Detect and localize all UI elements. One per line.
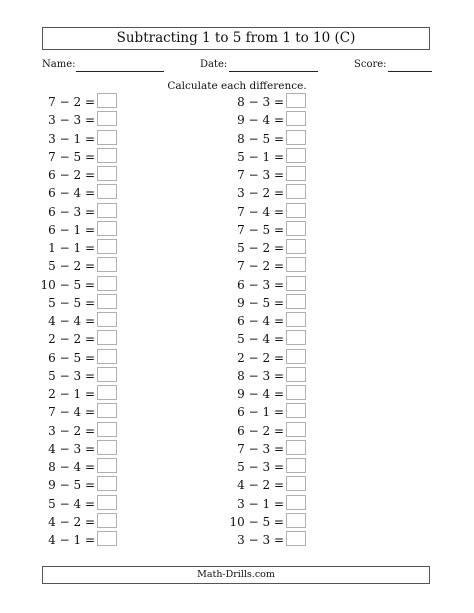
problem-expression: 4 − 1 = bbox=[48, 533, 95, 547]
problem-expression: 4 − 3 = bbox=[48, 441, 95, 456]
answer-box[interactable] bbox=[97, 495, 117, 510]
problem-item bbox=[216, 111, 306, 129]
answer-box[interactable] bbox=[97, 276, 117, 291]
problem-expression: 6 − 3 = bbox=[48, 204, 95, 219]
problem-item bbox=[27, 330, 117, 348]
problem-item bbox=[216, 495, 306, 513]
problem-item bbox=[216, 221, 306, 239]
problem-item bbox=[216, 403, 306, 421]
problem-item bbox=[216, 130, 306, 148]
problem-expression: 6 − 4 = bbox=[237, 314, 284, 328]
problem-expression: 5 − 2 = bbox=[48, 259, 95, 274]
problem-expression: 4 − 2 = bbox=[237, 478, 284, 493]
problem-expression: 4 − 2 = bbox=[48, 514, 95, 529]
problem-expression: 6 − 1 = bbox=[48, 222, 95, 237]
problem-expression: 2 − 2 = bbox=[237, 350, 284, 365]
answer-box[interactable] bbox=[286, 130, 306, 145]
problem-item bbox=[27, 513, 117, 531]
problem-item bbox=[216, 440, 306, 458]
problem-item bbox=[216, 184, 306, 202]
problem-item bbox=[27, 93, 117, 111]
answer-box[interactable] bbox=[286, 312, 306, 327]
answer-box[interactable] bbox=[97, 148, 117, 163]
problem-item bbox=[27, 257, 117, 275]
problem-expression: 9 − 5 = bbox=[237, 295, 284, 310]
problem-expression: 3 − 3 = bbox=[48, 113, 95, 128]
answer-box[interactable] bbox=[286, 184, 306, 199]
problem-item bbox=[27, 385, 117, 403]
answer-box[interactable] bbox=[286, 93, 306, 108]
problem-item bbox=[216, 367, 306, 385]
instructions: Calculate each difference. bbox=[167, 80, 307, 92]
answer-box[interactable] bbox=[97, 440, 117, 455]
problem-expression: 8 − 5 = bbox=[237, 131, 284, 146]
problem-expression: 8 − 3 = bbox=[237, 368, 284, 383]
problem-item bbox=[27, 276, 117, 294]
problem-item bbox=[216, 458, 306, 476]
problem-expression: 2 − 1 = bbox=[48, 387, 95, 401]
problem-item bbox=[216, 385, 306, 403]
answer-box[interactable] bbox=[97, 203, 117, 218]
answer-box[interactable] bbox=[286, 203, 306, 218]
problem-item bbox=[27, 130, 117, 148]
problem-item bbox=[27, 367, 117, 385]
problem-item bbox=[27, 476, 117, 494]
answer-box[interactable] bbox=[286, 239, 306, 254]
problem-item bbox=[27, 221, 117, 239]
problem-item bbox=[216, 513, 306, 531]
problem-expression: 8 − 3 = bbox=[237, 95, 284, 109]
answer-box[interactable] bbox=[286, 221, 306, 236]
answer-box[interactable] bbox=[286, 111, 306, 126]
problem-expression: 6 − 4 = bbox=[48, 186, 95, 201]
problem-expression: 5 − 1 = bbox=[237, 149, 284, 164]
problem-expression: 3 − 3 = bbox=[237, 533, 284, 547]
problem-expression: 9 − 4 = bbox=[237, 113, 284, 128]
problem-expression: 7 − 4 = bbox=[237, 204, 284, 219]
problem-expression: 5 − 3 = bbox=[48, 368, 95, 383]
name-line[interactable] bbox=[76, 71, 164, 72]
problem-expression: 5 − 3 = bbox=[237, 460, 284, 474]
problem-item bbox=[27, 166, 117, 184]
problem-item bbox=[216, 203, 306, 221]
problem-expression: 7 − 3 = bbox=[237, 441, 284, 456]
answer-box[interactable] bbox=[97, 349, 117, 364]
answer-box[interactable] bbox=[97, 294, 117, 309]
problem-expression: 6 − 1 = bbox=[237, 405, 284, 420]
problem-expression: 5 − 5 = bbox=[48, 295, 95, 310]
answer-box[interactable] bbox=[97, 166, 117, 181]
problem-expression: 6 − 2 = bbox=[237, 423, 284, 438]
problem-expression: 1 − 1 = bbox=[48, 241, 95, 255]
problem-expression: 9 − 5 = bbox=[48, 478, 95, 493]
date-label: Date: bbox=[200, 59, 228, 70]
problem-expression: 7 − 3 = bbox=[237, 168, 284, 182]
problem-item bbox=[27, 148, 117, 166]
student-info-row bbox=[0, 57, 474, 75]
problem-item bbox=[27, 495, 117, 513]
answer-box[interactable] bbox=[286, 148, 306, 163]
problem-expression: 3 − 2 = bbox=[237, 186, 284, 201]
problem-item bbox=[27, 440, 117, 458]
problem-item bbox=[216, 93, 306, 111]
problem-expression: 3 − 1 = bbox=[237, 496, 284, 511]
problem-item bbox=[27, 184, 117, 202]
answer-box[interactable] bbox=[97, 367, 117, 382]
problem-item bbox=[216, 330, 306, 348]
problem-expression: 7 − 4 = bbox=[48, 405, 95, 420]
problem-item bbox=[27, 422, 117, 440]
problem-item bbox=[216, 312, 306, 330]
problem-item bbox=[216, 294, 306, 312]
problem-expression: 6 − 5 = bbox=[48, 350, 95, 365]
answer-box[interactable] bbox=[286, 476, 306, 491]
problem-expression: 6 − 2 = bbox=[48, 168, 95, 182]
problem-expression: 4 − 4 = bbox=[48, 314, 95, 328]
answer-box[interactable] bbox=[286, 403, 306, 418]
date-line[interactable] bbox=[229, 71, 318, 72]
answer-box[interactable] bbox=[286, 495, 306, 510]
problem-item bbox=[27, 239, 117, 257]
answer-box[interactable] bbox=[97, 239, 117, 254]
problem-expression: 8 − 4 = bbox=[48, 460, 95, 474]
problem-item bbox=[216, 166, 306, 184]
problem-item bbox=[216, 257, 306, 275]
problem-expression: 9 − 4 = bbox=[237, 387, 284, 401]
answer-box[interactable] bbox=[97, 476, 117, 491]
problem-item bbox=[216, 239, 306, 257]
score-line[interactable] bbox=[388, 71, 432, 72]
problem-expression: 7 − 5 = bbox=[237, 222, 284, 237]
problem-expression: 7 − 5 = bbox=[48, 149, 95, 164]
answer-box[interactable] bbox=[97, 513, 117, 528]
problem-item bbox=[216, 349, 306, 367]
problem-expression: 5 − 2 = bbox=[237, 241, 284, 255]
worksheet-title: Subtracting 1 to 5 from 1 to 10 (C) bbox=[42, 27, 430, 50]
problem-expression: 3 − 1 = bbox=[48, 131, 95, 146]
problem-expression: 3 − 2 = bbox=[48, 423, 95, 438]
problem-item bbox=[216, 476, 306, 494]
problem-item bbox=[27, 403, 117, 421]
answer-box[interactable] bbox=[97, 184, 117, 199]
problem-expression: 6 − 3 = bbox=[237, 277, 284, 292]
answer-box[interactable] bbox=[286, 440, 306, 455]
answer-box[interactable] bbox=[286, 458, 306, 473]
answer-box[interactable] bbox=[97, 221, 117, 236]
problem-expression: 10 − 5 = bbox=[40, 277, 95, 292]
answer-box[interactable] bbox=[286, 294, 306, 309]
footer: Math-Drills.com bbox=[42, 566, 430, 584]
problem-item bbox=[27, 458, 117, 476]
name-label: Name: bbox=[42, 59, 76, 70]
answer-box[interactable] bbox=[97, 130, 117, 145]
answer-box[interactable] bbox=[97, 403, 117, 418]
answer-box[interactable] bbox=[97, 385, 117, 400]
answer-box[interactable] bbox=[97, 93, 117, 108]
answer-box[interactable] bbox=[286, 367, 306, 382]
answer-box[interactable] bbox=[286, 531, 306, 546]
problem-item bbox=[27, 531, 117, 549]
problem-expression: 7 − 2 = bbox=[48, 95, 95, 109]
problem-expression: 5 − 4 = bbox=[237, 332, 284, 347]
problem-item bbox=[27, 294, 117, 312]
problem-item bbox=[27, 203, 117, 221]
answer-box[interactable] bbox=[286, 422, 306, 437]
problem-item bbox=[27, 349, 117, 367]
answer-box[interactable] bbox=[97, 330, 117, 345]
answer-box[interactable] bbox=[286, 166, 306, 181]
problem-expression: 7 − 2 = bbox=[237, 259, 284, 274]
answer-box[interactable] bbox=[286, 330, 306, 345]
answer-box[interactable] bbox=[97, 312, 117, 327]
answer-box[interactable] bbox=[286, 349, 306, 364]
problem-expression: 5 − 4 = bbox=[48, 496, 95, 511]
problem-item bbox=[216, 422, 306, 440]
answer-box[interactable] bbox=[286, 276, 306, 291]
problem-item bbox=[216, 148, 306, 166]
answer-box[interactable] bbox=[286, 513, 306, 528]
score-label: Score: bbox=[354, 59, 387, 70]
answer-box[interactable] bbox=[97, 257, 117, 272]
answer-box[interactable] bbox=[97, 111, 117, 126]
problem-item bbox=[216, 276, 306, 294]
problem-item bbox=[27, 312, 117, 330]
problem-item bbox=[216, 531, 306, 549]
answer-box[interactable] bbox=[97, 531, 117, 546]
problem-expression: 2 − 2 = bbox=[48, 332, 95, 347]
answer-box[interactable] bbox=[286, 385, 306, 400]
answer-box[interactable] bbox=[97, 458, 117, 473]
problem-item bbox=[27, 111, 117, 129]
answer-box[interactable] bbox=[286, 257, 306, 272]
problem-expression: 10 − 5 = bbox=[229, 514, 284, 529]
answer-box[interactable] bbox=[97, 422, 117, 437]
